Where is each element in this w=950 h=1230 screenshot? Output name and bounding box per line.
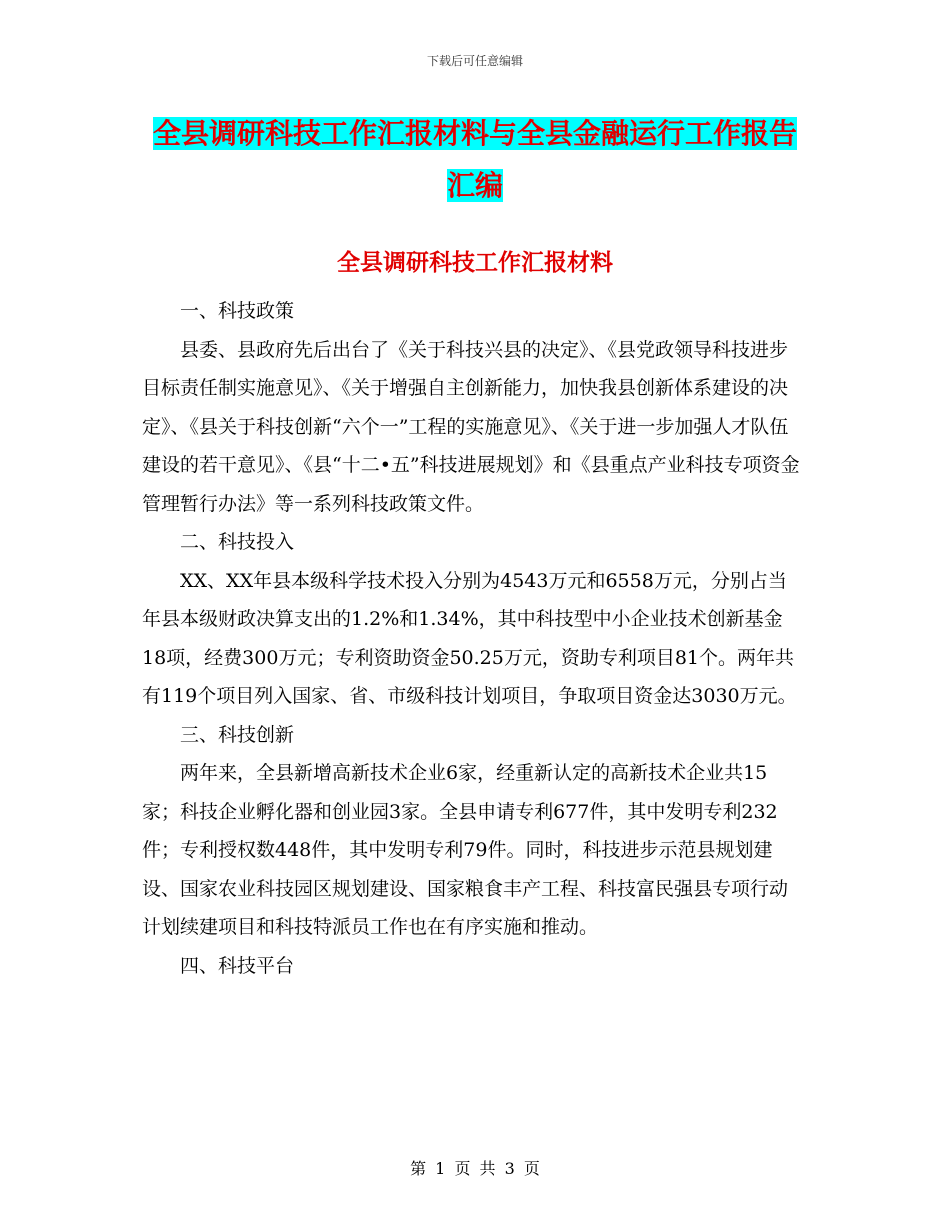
page-number: 第 1 页 共 3 页 [410, 1159, 540, 1178]
paragraph-science-policy: 县委、县政府先后出台了《关于科技兴县的决定》、《县党政领导科技进步目标责任制实施意见》、《关于增强自主创新能力，加快我县创新体系建设的决定》、《县关于科技创新“六个一”工程的实施意见》、《关于进一步加强人才队伍建设的若干意见》、《县“十二•五”科技进展规划》和《县重点产业科技专项资金管理暂行办法》等一系列科技政策文件。 [142, 338, 800, 515]
heading-science-platform: 四、科技平台 [180, 954, 295, 977]
document-title-line-1: 全县调研科技工作汇报材料与全县金融运行工作报告 [152, 117, 797, 150]
document-title-line-2: 汇编 [446, 169, 503, 202]
paragraph-science-innovation: 两年来，全县新增高新技术企业6家，经重新认定的高新技术企业共15家；科技企业孵化器和创业园3家。全县申请专利677件，其中发明专利232件；专利授权数448件，其中发明专利79件。同时，科技进步示范县规划建设、国家农业科技园区规划建设、国家粮食丰产工程、科技富民强县专项行动计划续建项目和科技特派员工作也在有序实施和推动。 [142, 762, 789, 938]
heading-science-innovation: 三、科技创新 [180, 723, 295, 746]
document-title [140, 108, 810, 212]
heading-science-policy: 一、科技政策 [180, 300, 295, 322]
section-title: 全县调研科技工作汇报材料 [337, 250, 613, 276]
heading-science-investment: 二、科技投入 [180, 531, 295, 553]
header-note: 下载后可任意编辑 [426, 54, 523, 68]
document-body [142, 292, 802, 985]
paragraph-science-investment: XX、XX年县本级科学技术投入分别为4543万元和6558万元，分别占当年县本级财政决算支出的1.2%和1.34%，其中科技型中小企业技术创新基金18项，经费300万元；专利资助资金50.25万元，资助专利项目81个。两年共有119个项目列入国家、省、市级科技计划项目，争取项目资金达3030万元。 [142, 569, 797, 707]
